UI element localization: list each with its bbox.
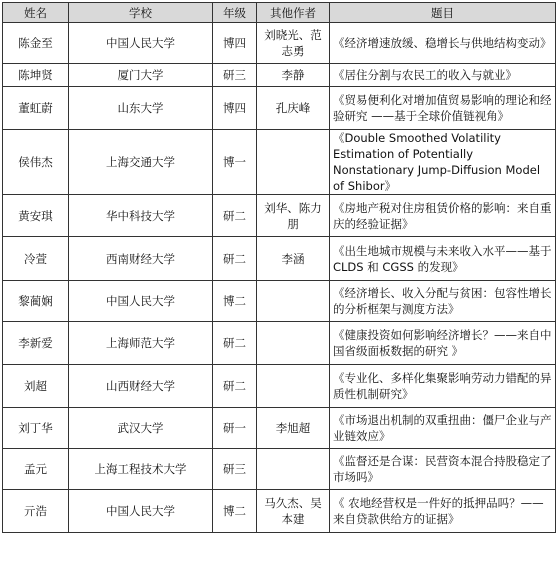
table-row xyxy=(3,490,556,533)
cell-title: 《经济增速放缓、稳增长与供地结构变动》 xyxy=(330,23,556,64)
cell-school: 厦门大学 xyxy=(69,64,213,87)
cell-name: 黄安琪 xyxy=(3,195,69,237)
cell-grade: 研三 xyxy=(213,449,257,490)
cell-grade: 研二 xyxy=(213,365,257,408)
cell-grade: 博四 xyxy=(213,87,257,130)
header-coauthors: 其他作者 xyxy=(257,3,330,23)
cell-title: 《贸易便利化对增加值贸易影响的理论和经验研究 ——基于全球价值链视角》 xyxy=(330,87,556,130)
header-grade: 年级 xyxy=(213,3,257,23)
cell-grade: 博二 xyxy=(213,490,257,533)
cell-name: 刘超 xyxy=(3,365,69,408)
cell-title: 《经济增长、收入分配与贫困：包容性增长的分析框架与测度方法》 xyxy=(330,281,556,322)
cell-title: 《健康投资如何影响经济增长？——来自中国省级面板数据的研究 》 xyxy=(330,322,556,365)
cell-title: 《房地产税对住房租赁价格的影响：来自重庆的经验证据》 xyxy=(330,195,556,237)
cell-title: 《专业化、多样化集聚影响劳动力错配的异质性机制研究》 xyxy=(330,365,556,408)
table-row xyxy=(3,23,556,64)
authors-table xyxy=(2,2,556,533)
cell-grade: 研二 xyxy=(213,322,257,365)
table-row xyxy=(3,130,556,195)
header-school: 学校 xyxy=(69,3,213,23)
cell-name: 刘丁华 xyxy=(3,408,69,449)
cell-title: 《居住分割与农民工的收入与就业》 xyxy=(330,64,556,87)
cell-coauthors: 孔庆峰 xyxy=(257,87,330,130)
cell-grade: 研三 xyxy=(213,64,257,87)
table-row xyxy=(3,449,556,490)
cell-name: 孟元 xyxy=(3,449,69,490)
cell-name: 陈坤贤 xyxy=(3,64,69,87)
cell-grade: 研一 xyxy=(213,408,257,449)
cell-coauthors: 李旭超 xyxy=(257,408,330,449)
cell-school: 华中科技大学 xyxy=(69,195,213,237)
table-row xyxy=(3,281,556,322)
header-row xyxy=(3,3,556,23)
cell-coauthors: 李静 xyxy=(257,64,330,87)
cell-coauthors xyxy=(257,449,330,490)
cell-school: 武汉大学 xyxy=(69,408,213,449)
cell-school: 上海交通大学 xyxy=(69,130,213,195)
cell-coauthors: 刘华、陈力朋 xyxy=(257,195,330,237)
cell-coauthors: 刘晓光、范志勇 xyxy=(257,23,330,64)
cell-school: 中国人民大学 xyxy=(69,23,213,64)
cell-title: 《 农地经营权是一件好的抵押品吗？——来自贷款供给方的证据》 xyxy=(330,490,556,533)
cell-school: 中国人民大学 xyxy=(69,490,213,533)
cell-name: 董虹蔚 xyxy=(3,87,69,130)
cell-school: 山东大学 xyxy=(69,87,213,130)
cell-school: 中国人民大学 xyxy=(69,281,213,322)
cell-coauthors xyxy=(257,130,330,195)
cell-name: 冷萱 xyxy=(3,237,69,281)
cell-coauthors xyxy=(257,365,330,408)
cell-school: 山西财经大学 xyxy=(69,365,213,408)
cell-title: 《出生地城市规模与未来收入水平——基于 CLDS 和 CGSS 的发现》 xyxy=(330,237,556,281)
table-row xyxy=(3,322,556,365)
table-body xyxy=(3,23,556,533)
cell-school: 上海师范大学 xyxy=(69,322,213,365)
cell-school: 上海工程技术大学 xyxy=(69,449,213,490)
cell-grade: 博一 xyxy=(213,130,257,195)
table-row xyxy=(3,408,556,449)
cell-school: 西南财经大学 xyxy=(69,237,213,281)
cell-name: 侯伟杰 xyxy=(3,130,69,195)
cell-grade: 研二 xyxy=(213,195,257,237)
header-title: 题目 xyxy=(330,3,556,23)
cell-coauthors xyxy=(257,281,330,322)
cell-title: 《监督还是合谋：民营资本混合持股稳定了市场吗》 xyxy=(330,449,556,490)
cell-grade: 研二 xyxy=(213,237,257,281)
table-row xyxy=(3,64,556,87)
cell-grade: 博四 xyxy=(213,23,257,64)
table-row xyxy=(3,365,556,408)
cell-title: 《市场退出机制的双重扭曲：僵尸企业与产业链效应》 xyxy=(330,408,556,449)
table-row xyxy=(3,237,556,281)
cell-name: 黎蔺娴 xyxy=(3,281,69,322)
table-row xyxy=(3,195,556,237)
table-row xyxy=(3,87,556,130)
cell-grade: 博二 xyxy=(213,281,257,322)
cell-name: 陈金至 xyxy=(3,23,69,64)
cell-coauthors: 马久杰、吴本建 xyxy=(257,490,330,533)
cell-coauthors: 李涵 xyxy=(257,237,330,281)
cell-name: 李新爱 xyxy=(3,322,69,365)
header-name: 姓名 xyxy=(3,3,69,23)
cell-coauthors xyxy=(257,322,330,365)
cell-title: 《Double Smoothed Volatility Estimation of Potentially Nonstationary Jump-Diffusion Model of Shibor》 xyxy=(330,130,556,195)
cell-name: 亓浩 xyxy=(3,490,69,533)
